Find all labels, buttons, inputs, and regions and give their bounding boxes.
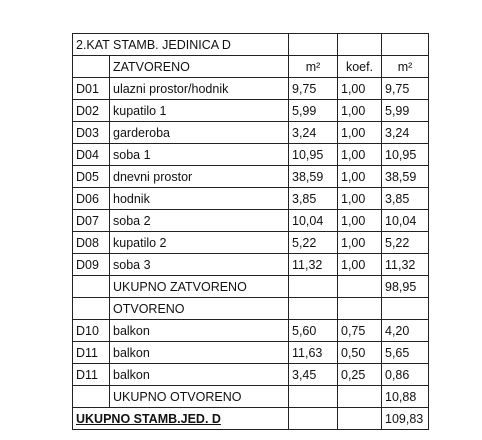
room-code: D10: [73, 320, 110, 342]
total-closed-label: UKUPNO ZATVORENO: [110, 276, 289, 298]
room-area: 5,99: [382, 100, 429, 122]
room-name: balkon: [110, 364, 289, 386]
table-row: [73, 100, 429, 122]
empty-cell: [338, 298, 382, 320]
table-row: [73, 342, 429, 364]
room-area: 5,22: [382, 232, 429, 254]
room-name: soba 3: [110, 254, 289, 276]
table-row: [73, 320, 429, 342]
room-name: soba 2: [110, 210, 289, 232]
room-name: balkon: [110, 320, 289, 342]
empty-cell: [289, 386, 338, 408]
room-name: balkon: [110, 342, 289, 364]
total-open-row: [73, 386, 429, 408]
room-koef: 0,75: [338, 320, 382, 342]
section-open-label: OTVORENO: [110, 298, 289, 320]
table-row: [73, 254, 429, 276]
room-name: kupatilo 2: [110, 232, 289, 254]
grand-total-row: [73, 408, 429, 430]
room-koef: 1,00: [338, 144, 382, 166]
room-area: 10,04: [382, 210, 429, 232]
empty-cell: [338, 34, 382, 56]
empty-cell: [382, 34, 429, 56]
table-title: 2.KAT STAMB. JEDINICA D: [73, 34, 289, 56]
grand-total-value: 109,83: [382, 408, 429, 430]
table-row: [73, 232, 429, 254]
room-m2: 3,85: [289, 188, 338, 210]
room-code: D05: [73, 166, 110, 188]
room-name: soba 1: [110, 144, 289, 166]
col-area-header: m²: [382, 56, 429, 78]
room-area: 5,65: [382, 342, 429, 364]
table-row: [73, 210, 429, 232]
table-row: [73, 78, 429, 100]
empty-cell: [289, 276, 338, 298]
empty-cell: [73, 298, 110, 320]
room-code: D04: [73, 144, 110, 166]
room-m2: 3,45: [289, 364, 338, 386]
empty-cell: [289, 298, 338, 320]
room-koef: 0,25: [338, 364, 382, 386]
room-code: D11: [73, 364, 110, 386]
room-m2: 3,24: [289, 122, 338, 144]
room-name: hodnik: [110, 188, 289, 210]
room-m2: 38,59: [289, 166, 338, 188]
room-code: D07: [73, 210, 110, 232]
room-koef: 1,00: [338, 232, 382, 254]
room-m2: 5,99: [289, 100, 338, 122]
room-area: 4,20: [382, 320, 429, 342]
room-m2: 11,32: [289, 254, 338, 276]
room-m2: 10,95: [289, 144, 338, 166]
room-name: ulazni prostor/hodnik: [110, 78, 289, 100]
empty-cell: [338, 408, 382, 430]
room-koef: 1,00: [338, 78, 382, 100]
room-m2: 5,60: [289, 320, 338, 342]
empty-cell: [73, 386, 110, 408]
room-area: 9,75: [382, 78, 429, 100]
room-area: 38,59: [382, 166, 429, 188]
empty-cell: [289, 408, 338, 430]
empty-cell: [338, 386, 382, 408]
room-name: garderoba: [110, 122, 289, 144]
empty-cell: [382, 298, 429, 320]
grand-total-label: UKUPNO STAMB.JED. D: [73, 408, 289, 430]
table-row: [73, 144, 429, 166]
col-koef-header: koef.: [338, 56, 382, 78]
table-row: [73, 364, 429, 386]
total-closed-row: [73, 276, 429, 298]
room-name: dnevni prostor: [110, 166, 289, 188]
room-code: D09: [73, 254, 110, 276]
area-schedule-table: [72, 33, 429, 430]
section-closed-label: ZATVORENO: [110, 56, 289, 78]
room-koef: 1,00: [338, 100, 382, 122]
table-row: [73, 166, 429, 188]
room-koef: 1,00: [338, 210, 382, 232]
room-koef: 1,00: [338, 188, 382, 210]
room-code: D02: [73, 100, 110, 122]
section-open-row: [73, 298, 429, 320]
col-m2-header: m²: [289, 56, 338, 78]
room-m2: 5,22: [289, 232, 338, 254]
room-area: 3,24: [382, 122, 429, 144]
empty-cell: [338, 276, 382, 298]
room-koef: 1,00: [338, 254, 382, 276]
room-koef: 1,00: [338, 122, 382, 144]
room-code: D08: [73, 232, 110, 254]
total-closed-value: 98,95: [382, 276, 429, 298]
empty-cell: [289, 34, 338, 56]
room-area: 10,95: [382, 144, 429, 166]
table-row: [73, 188, 429, 210]
room-name: kupatilo 1: [110, 100, 289, 122]
room-koef: 0,50: [338, 342, 382, 364]
room-code: D11: [73, 342, 110, 364]
total-open-value: 10,88: [382, 386, 429, 408]
room-area: 3,85: [382, 188, 429, 210]
header-row: [73, 56, 429, 78]
room-area: 0,86: [382, 364, 429, 386]
room-area: 11,32: [382, 254, 429, 276]
room-koef: 1,00: [338, 166, 382, 188]
empty-cell: [73, 56, 110, 78]
room-m2: 11,63: [289, 342, 338, 364]
total-open-label: UKUPNO OTVORENO: [110, 386, 289, 408]
empty-cell: [73, 276, 110, 298]
room-m2: 9,75: [289, 78, 338, 100]
room-code: D06: [73, 188, 110, 210]
title-row: [73, 34, 429, 56]
room-code: D03: [73, 122, 110, 144]
table-row: [73, 122, 429, 144]
room-code: D01: [73, 78, 110, 100]
room-m2: 10,04: [289, 210, 338, 232]
